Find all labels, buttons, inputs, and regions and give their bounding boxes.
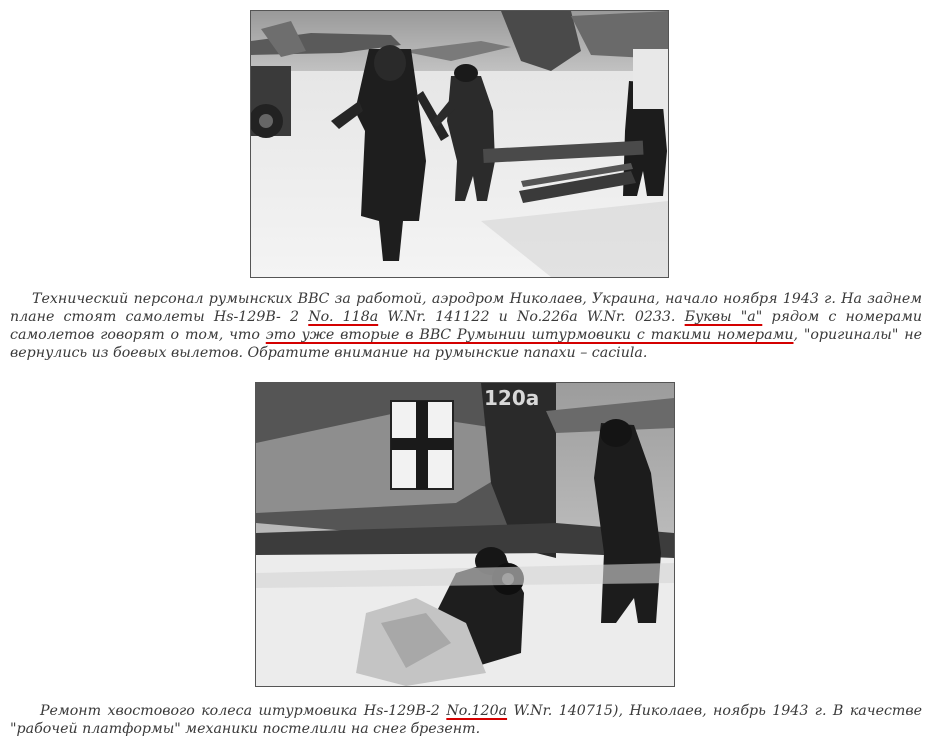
photo-ground-crew-image [251,11,668,277]
photo-tail-wheel-image [256,383,674,686]
caption-ground-crew [10,290,922,362]
caption2-text-2: W.Nr. 140715), Николаев, ноябрь 1943 г. В качестве "рабочей платформы" механики постелили на снег брезент. [10,703,923,737]
caption2-highlight-aircraft-number: No.120а [446,703,508,719]
photo-tail-wheel-repair [255,382,675,687]
caption1-highlight-letters: Буквы "а" [684,309,763,325]
caption1-text-4: , "оригиналы" не вернулись из боевых вылетов. Обратите внимание на румынские папахи – caciula. [10,327,922,361]
fuselage-code-text: 120a [484,386,540,410]
caption1-text-2: W.Nr. 141122 и No.226а W.Nr. 0233. [387,309,676,325]
photo-ground-crew-airfield [250,10,669,278]
caption1-highlight-aircraft-number: No. 118а [308,309,379,325]
caption1-highlight-second-aircraft: это уже вторые в ВВС Румынии штурмовики с такими номерами [265,327,794,343]
caption1-text-1: Технический персонал румынских ВВС за работой, аэродром Николаев, Украина, начало ноября 1943 г. На заднем плане стоят самолеты Hs-129B- 2 [10,291,922,325]
caption2-text-1: Ремонт хвостового колеса штурмовика Hs-129B-2 [40,703,440,719]
caption1-text-3: рядом с номерами самолетов говорят о том, что [10,309,923,343]
caption-tail-wheel-repair [10,702,922,738]
